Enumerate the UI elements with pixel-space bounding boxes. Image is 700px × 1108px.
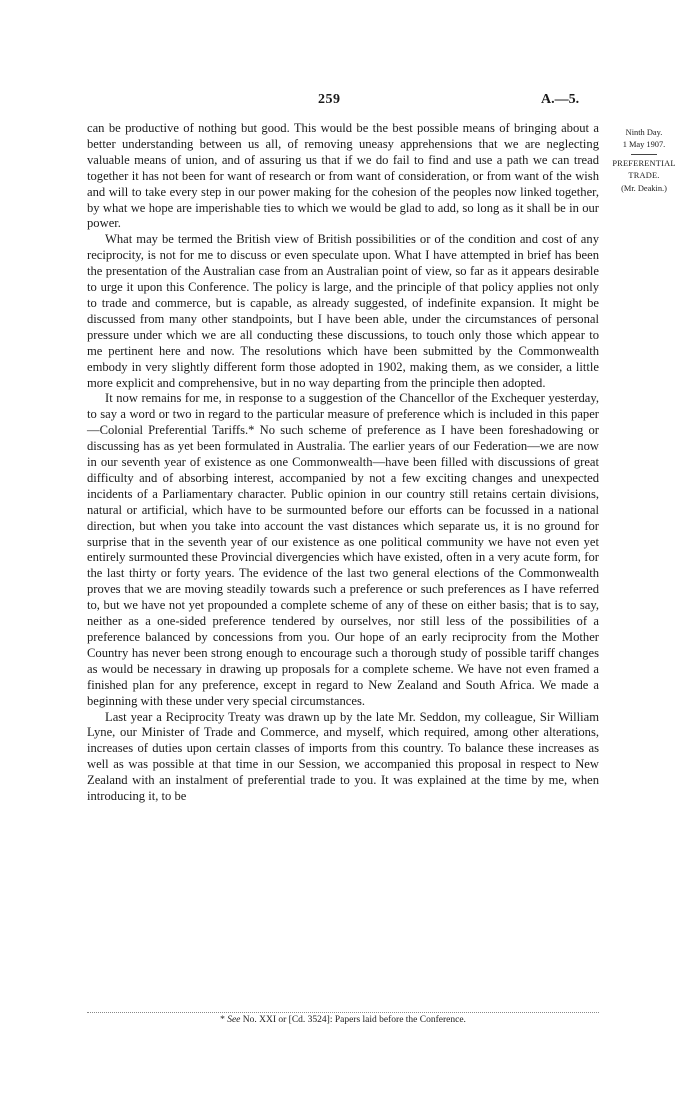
margin-date: 1 May 1907.	[622, 140, 666, 150]
margin-day: Ninth Day.	[625, 128, 663, 137]
page-number: 259	[318, 92, 341, 107]
footnote-text: No. XXI or [Cd. 3524]: Papers laid before the Conference.	[240, 1015, 466, 1025]
paragraph-4: Last year a Reciprocity Treaty was drawn up by the late Mr. Seddon, my colleague, Sir William Lyne, our Minister of Trade and Commerce, and myself, which required, among other alterations, increases of duties upon certain classes of imports from this country. To balance these increases as well as was possible at that time in our Session, we accompanied this proposal in respect to New Zealand with an instalment of preferential trade to you. It was explained at the time by me, when introducing it, to be	[87, 709, 599, 804]
body-text	[87, 121, 599, 805]
paragraph-3: It now remains for me, in response to a suggestion of the Chancellor of the Exchequer yesterday, to say a word or two in regard to the particular measure of preference which is included in this paper—Colonial Preferential Tariffs.* No such scheme of preference as I have been foreshadowing or discussing has as yet been formulated in Australia. The earlier years of our Federation—we are now in our seventh year of existence as one Commonwealth—have been filled with discussions of great difficulty and of absorbing interest, accompanied by not a few exciting changes and unexpected incidents of a Parliamentary character. Public opinion in our country still retains certain divisions, natural or artificial, which have to be surmounted before our efforts can be focussed in a national direction, but when you take into account the vast distances which separate us, it is no ground for surprise that in the seventh year of our existence as one political community we have not even yet entirely surmounted these Provincial divergencies which have existed, often in a very acute form, for the last thirty or forty years. The evidence of the last two general elections of the Commonwealth proves that we are moving steadily towards such a preference or such preferences as I have referred to, but we have not yet propounded a complete scheme of any of these on either basis; that is to say, neither as a one-sided preference tendered by ourselves, nor still less of the possibilities of a preference balanced by concessions from you. Our hope of an early reciprocity from the Mother Country has never been strong enough to encourage such a thorough study of possible tariff changes as would be necessary in drawing up proposals for a complete scheme. We have not even framed a finished plan for any preference, except in regard to New Zealand and South Africa. We made a beginning with these under very special circumstances.	[87, 391, 599, 708]
footnote-see: See	[227, 1015, 241, 1025]
footnote-divider	[87, 1012, 599, 1013]
margin-divider	[631, 154, 657, 155]
paragraph-1: can be productive of nothing but good. This would be the best possible means of bringing about a better understanding between us all, of removing uneasy apprehensions that we are neglecting valuable means of union, and of assuring us that if we do fail to find and use a path we can tread together it has not been for want of research or from want of consideration, or from want of the wish and will to take every step in our power making for the cohesion of the peoples now linked together, by what we hope are imperishable ties to which we would be glad to add, so long as it shall be in our power.	[87, 121, 599, 231]
margin-note	[609, 127, 679, 195]
footnote	[87, 1015, 599, 1025]
document-reference: A.—5.	[541, 92, 580, 107]
paragraph-2: What may be termed the British view of British possibilities or of the condition and cost of any reciprocity, is not for me to discuss or even speculate upon. What I have attempted in brief has been the presentation of the Australian case from an Australian point of view, so far as it appears desirable to urge it upon this Conference. The policy is large, and the principle of that policy applies not only to trade and commerce, but is capable, as already suggested, of indefinite expansion. It might be discussed from many other standpoints, but I have been able, under the circumstances of personal pressure under which we are all conducting these discussions, to touch only those which appear to me pertinent here and now. The resolutions which have been submitted by the Commonwealth embody in very slightly different form those adopted in 1902, making them, as we consider, a little more explicit and comprehensive, but in no way departing from the principle then adopted.	[87, 232, 599, 390]
margin-subject-line1: PREFERENTIAL	[612, 158, 676, 168]
footnote-marker: *	[220, 1015, 228, 1025]
margin-speaker: (Mr. Deakin.)	[621, 183, 667, 193]
margin-subject-line2: TRADE.	[628, 171, 660, 181]
